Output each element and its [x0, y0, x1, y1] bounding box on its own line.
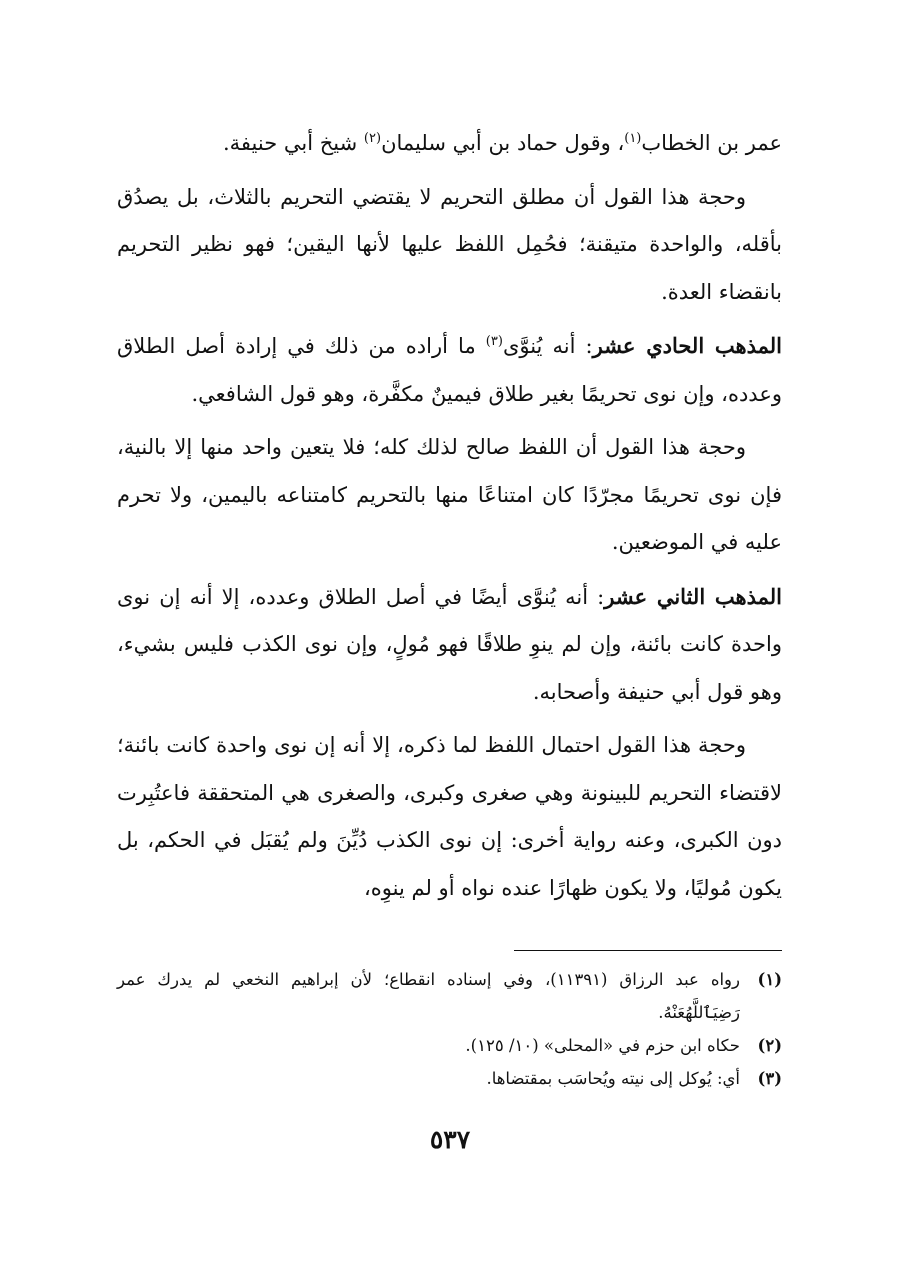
paragraph-text: ، وقول حماد بن أبي سليمان	[381, 131, 625, 155]
footnote-number: (١)	[757, 970, 782, 989]
footnote-text: أي: يُوكل إلى نيته ويُحاسَب بمقتضاها.	[486, 1069, 740, 1088]
paragraph	[117, 573, 782, 717]
footnote	[117, 1062, 782, 1095]
footnote-number: (٢)	[757, 1036, 782, 1055]
section-heading: المذهب الحادي عشر	[592, 333, 782, 358]
paragraph-text: : أنه يُنوَّى أيضًا في أصل الطلاق وعدده، إلا أنه إن نوى واحدة كانت بائنة، وإن لم ينوِ طلاقًا فهو مُولٍ، وإن نوى الكذب فليس بشيء، وهو قول أبي حنيفة وأصحابه.	[117, 584, 782, 704]
paragraph-text: وحجة هذا القول أن مطلق التحريم لا يقتضي التحريم بالثلاث، بل يصدُق بأقله، والواحدة متيقنة؛ فحُمِل اللفظ عليها لأنها اليقين؛ فهو نظير التحريم بانقضاء العدة.	[117, 184, 782, 304]
paragraph	[117, 120, 782, 168]
footnote-ref: (١)	[624, 131, 642, 146]
paragraph-text: : أنه يُنوَّى	[502, 334, 593, 358]
footnote-text: رواه عبد الرزاق (١١٣٩١)، وفي إسناده انقطاع؛ لأن إبراهيم النخعي لم يدرك عمر رَضِيَٱللَّهُعَنْهُ.	[117, 970, 740, 1022]
footnotes	[117, 963, 782, 1095]
paragraph	[117, 322, 782, 418]
footnote-ref: (٢)	[363, 131, 382, 146]
footnote-number: (٣)	[757, 1069, 782, 1088]
footnote	[117, 963, 782, 1029]
paragraph	[117, 424, 782, 567]
footnote-ref: (٣)	[485, 334, 503, 349]
footnote-text: حكاه ابن حزم في «المحلى» (١٠/ ١٢٥).	[465, 1036, 740, 1055]
paragraph-text: ما أراده من ذلك في إرادة أصل الطلاق وعدده، وإن نوى تحريمًا بغير طلاق فيمينٌ مكفَّرة، وهو قول الشافعي.	[117, 334, 782, 406]
paragraph-text: شيخ أبي حنيفة.	[223, 131, 364, 155]
main-text	[117, 120, 782, 918]
footnote	[117, 1029, 782, 1062]
footnote-separator	[514, 950, 782, 951]
page-number: ٥٣٧	[429, 1125, 471, 1154]
paragraph-text: عمر بن الخطاب	[641, 131, 782, 155]
paragraph-text: وحجة هذا القول أن اللفظ صالح لذلك كله؛ فلا يتعين واحد منها إلا بالنية، فإن نوى تحريمًا مجرّدًا كان امتناعًا منها بالتحريم كامتناعه باليمين، ولا تحرم عليه في الموضعين.	[117, 435, 782, 554]
paragraph	[117, 722, 782, 912]
paragraph	[117, 174, 782, 317]
section-heading: المذهب الثاني عشر	[604, 583, 782, 609]
paragraph-text: وحجة هذا القول احتمال اللفظ لما ذكره، إلا أنه إن نوى واحدة كانت بائنة؛ لاقتضاء التحريم للبينونة وهي صغرى وكبرى، والصغرى هي المتحققة فاعتُبِرت دون الكبرى، وعنه رواية أخرى: إن نوى الكذب دُيِّنَ ولم يُقبَل في الحكم، بل يكون مُوليًا، ولا يكون ظهارًا عنده نواه أو لم ينوِه،	[117, 733, 782, 900]
